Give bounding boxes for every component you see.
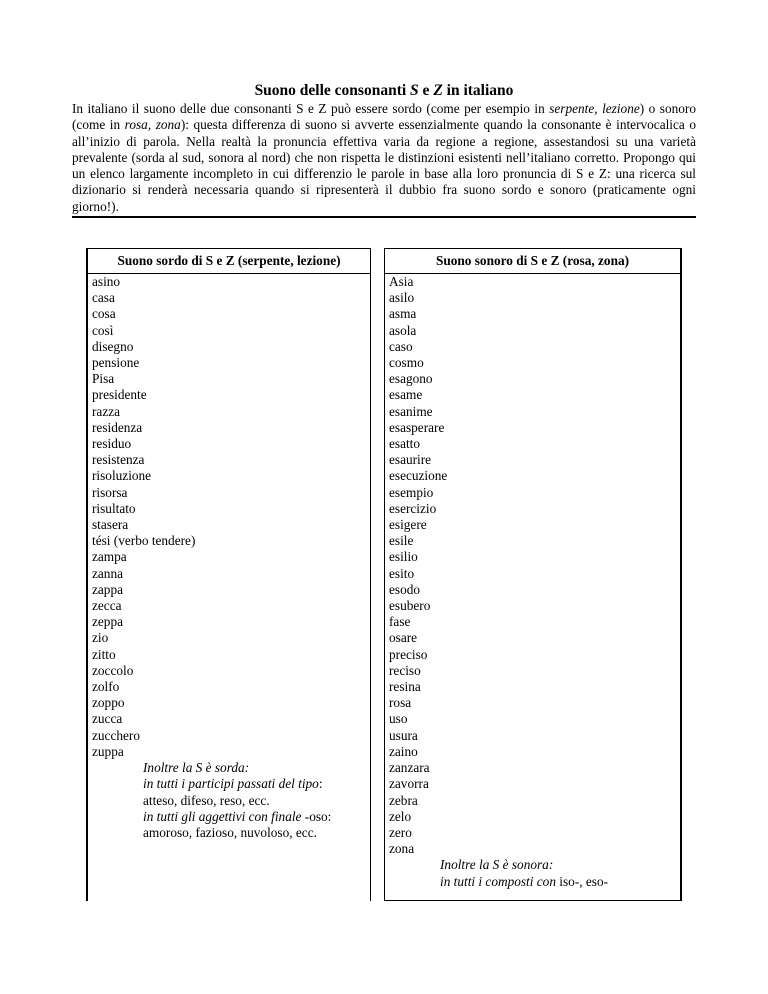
word-item: residenza (92, 419, 143, 435)
word-item: zappa (92, 581, 124, 597)
word-item: esubero (389, 598, 431, 614)
word-item: zucca (92, 711, 123, 727)
word-item: esecuzione (389, 468, 448, 484)
note-line: Inoltre la S è sorda: (143, 760, 250, 776)
word-item: caso (389, 338, 413, 354)
intro-example: rosa (124, 117, 148, 133)
intro-example: lezione (602, 101, 640, 116)
word-item: esanime (389, 403, 433, 419)
note-line: Inoltre la S è sonora: (440, 857, 554, 873)
word-item: zampa (92, 549, 127, 565)
word-item: preciso (389, 646, 428, 662)
page-title (72, 82, 696, 100)
voiceless-column-header: Suono sordo di S e Z (serpente, lezione) (88, 249, 370, 274)
voiceless-word-list (88, 274, 370, 760)
voiced-column-header: Suono sonoro di S e Z (rosa, zona) (385, 249, 680, 274)
word-item: esodo (389, 581, 421, 597)
word-item: esatto (389, 436, 421, 452)
word-item: risoluzione (92, 468, 152, 484)
intro-text: , (594, 101, 603, 116)
intro-text: ): questa differenza di suono si avverte essenzialmente quando la consonante è intervocalica o all’inizio di parola. Nella realtà la pronuncia effettiva varia da regione a regione, assestandosi su una varietà prevalente (sorda al sud, sonora al nord) che non rispetta le distinzioni esistenti nell’italiano corretto. Propongo qui un elenco largamente incompleto in cui differenzio le parole in base alla loro pronuncia di S e Z: una ricerca sul dizionario si renderà necessaria quando si ripresenterà il dubbio fra suono sordo e sonoro (praticamente ogni giorno!). (72, 117, 696, 214)
intro-text: In italiano il suono delle due consonanti S e Z può essere sordo (come per esempio in (72, 101, 550, 116)
word-item: residuo (92, 436, 132, 452)
intro-example: zona (155, 117, 181, 133)
word-item: zanzara (389, 760, 430, 776)
word-item: esaurire (389, 452, 432, 468)
title-letter-z: Z (433, 82, 443, 99)
word-item: zaino (389, 743, 418, 759)
word-item: razza (92, 403, 121, 419)
word-item: cosmo (389, 355, 424, 371)
word-item: asilo (389, 290, 415, 306)
voiced-note (385, 857, 680, 889)
voiceless-note (88, 760, 370, 841)
word-item: stasera (92, 517, 129, 533)
word-item: esasperare (389, 419, 445, 435)
word-item: esempio (389, 484, 434, 500)
intro-text: ) o sonoro (come in (72, 101, 696, 133)
word-item: zucchero (92, 727, 140, 743)
word-item: esagono (389, 371, 433, 387)
word-item: zelo (389, 808, 412, 824)
word-item: asma (389, 306, 417, 322)
word-item: zecca (92, 598, 122, 614)
word-item: zona (389, 841, 415, 857)
title-text-conj: e (418, 82, 434, 99)
words-table (86, 248, 682, 901)
word-item: zitto (92, 646, 116, 662)
note-line: in tutti i composti con iso-, eso- (440, 873, 609, 889)
word-item: Pisa (92, 371, 115, 387)
word-item: zio (92, 630, 109, 646)
word-item: risultato (92, 500, 136, 516)
word-item: osare (389, 630, 418, 646)
word-item: zoccolo (92, 662, 134, 678)
word-item: disegno (92, 338, 134, 354)
word-item: zoppo (92, 695, 125, 711)
word-item: resistenza (92, 452, 145, 468)
word-item: zanna (92, 565, 124, 581)
word-item: presidente (92, 387, 147, 403)
word-item: esito (389, 565, 415, 581)
note-line: in tutti gli aggettivi con finale -oso: (143, 808, 332, 824)
word-item: zebra (389, 792, 418, 808)
voiced-word-list (385, 274, 680, 857)
word-item: Asia (389, 274, 414, 289)
voiced-column (384, 248, 682, 901)
word-item: zavorra (389, 776, 429, 792)
word-item: asola (389, 322, 417, 338)
title-text: Suono delle consonanti (254, 82, 411, 99)
intro-example: serpente (549, 101, 595, 116)
word-item: esigere (389, 517, 427, 533)
note-line: amoroso, fazioso, nuvoloso, ecc. (143, 824, 317, 840)
word-item: uso (389, 711, 408, 727)
intro-paragraph (72, 101, 696, 215)
word-item: esile (389, 533, 414, 549)
word-item: zolfo (92, 679, 120, 695)
word-item: casa (92, 290, 115, 306)
note-line: atteso, difeso, reso, ecc. (143, 792, 270, 808)
word-item: così (92, 322, 114, 338)
word-item: cosa (92, 306, 116, 322)
word-item: asino (92, 274, 121, 289)
title-letter-s: S (410, 82, 419, 99)
note-line: in tutti i participi passati del tipo: (143, 776, 323, 792)
word-item: reciso (389, 662, 421, 678)
word-item: esame (389, 387, 423, 403)
word-item: tési (verbo tendere) (92, 533, 196, 549)
word-item: rosa (389, 695, 412, 711)
voiceless-column (86, 248, 371, 901)
word-item: resina (389, 679, 421, 695)
title-text-end: in italiano (442, 82, 514, 99)
word-item: zeppa (92, 614, 124, 630)
word-item: esercizio (389, 500, 437, 516)
intro-text: , (147, 117, 156, 133)
word-item: pensione (92, 355, 140, 371)
word-item: zuppa (92, 743, 124, 759)
word-item: usura (389, 727, 418, 743)
section-divider (72, 216, 696, 218)
word-item: zero (389, 824, 412, 840)
word-item: fase (389, 614, 411, 630)
word-item: esilio (389, 549, 418, 565)
word-item: risorsa (92, 484, 128, 500)
